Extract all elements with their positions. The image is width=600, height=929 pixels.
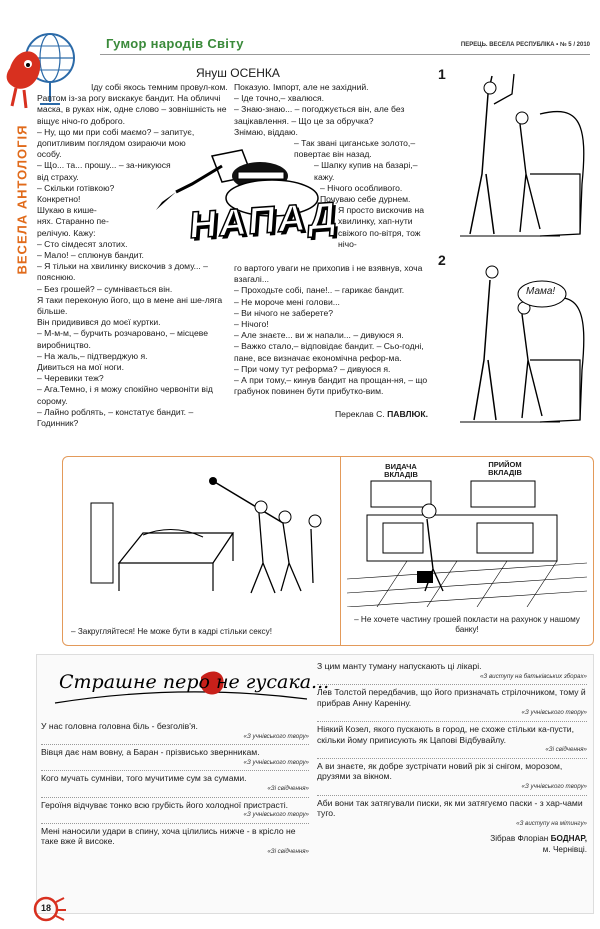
quote-text: Героїня відчуває тонко всю грубість його холодної пристрасті. (41, 799, 289, 810)
paragraph: Іду собі якось темним провул-ком. Раптом із-за рогу вискакує бандит. На обличчі маска, в руках ніж, одне слово – зовнішність не віщує нічо-го доброго. (37, 82, 228, 126)
paragraph: – А при тому,– кинув бандит на прощан-ня, – що грабунок повинен бути прибутко-вим. (234, 375, 428, 397)
title-art: НАПАД (188, 194, 340, 248)
paragraph: – Ну, що ми при собі маємо? – запитує, допитливим поглядом озираючи мою особу. (37, 126, 195, 160)
separator (41, 823, 309, 824)
quote-text: Вівця дає нам вовну, а Баран - прізвисько звернникам. (41, 747, 260, 758)
page-number-badge (32, 896, 66, 922)
paragraph: – Ви нічого не заберете? (234, 307, 334, 318)
quote-text: З цим манту туману напускають ці лікарі. (317, 661, 482, 671)
translator-name: ПАВЛЮК. (387, 409, 428, 420)
quote-item (317, 661, 587, 682)
paragraph: – Що... та... прошу... – за-никуюся від страху. (37, 160, 171, 182)
panel-number: 1 (438, 66, 446, 82)
comic-strip (430, 64, 590, 452)
paragraph: – Скільки готівкою? Конкретно! (37, 182, 115, 205)
paragraph: – Без грошей? – сумнівається він. (37, 283, 173, 294)
paragraph: – Нічого! (234, 319, 269, 330)
translation-credit (234, 409, 428, 420)
paragraph: – Я тільки на хвилинку вискочив з дому... – пояснюю. (37, 261, 208, 283)
paragraph: – Шапку купив на базарі,– кажу. (314, 160, 418, 182)
quote-text: Мені наносили удари в спину, хоча цілились нижче - в крісло не таке вже й високе. (41, 825, 296, 847)
quote-source: «З учнівського твору» (243, 758, 309, 766)
left-cartoon-caption: – Закругляйтеся! Не може бути в кадрі стільки сексу! (71, 627, 272, 636)
credit-prefix: Зібрав Флоріан (490, 834, 549, 844)
side-title: ВЕСЕЛА АНТОЛОГІЯ (14, 124, 30, 275)
credit-name: БОДНАР, (550, 834, 587, 844)
paragraph: – Ага.Темно, і я можу спокійно червоніти від сорому. (37, 384, 213, 406)
cartoon-strip (62, 456, 594, 646)
quote-item (317, 798, 587, 830)
right-cartoon-caption: – Не хочете частину грошей покласти на рахунок у нашому банку! (354, 615, 580, 634)
paragraph: – Нічого особливого. Почуваю себе дурнем. (320, 182, 411, 205)
quotes-heading (51, 665, 330, 709)
page-number: 18 (40, 903, 51, 913)
separator (41, 797, 309, 798)
paragraph: – Іде точно,– хвалюся. (234, 93, 325, 104)
paragraph: Знімаю, віддаю. (234, 126, 298, 137)
separator (317, 795, 587, 796)
quote-source: «Зі свідчення» (545, 746, 587, 754)
separator (317, 758, 587, 759)
paragraph: го вартого уваги не прихопив і не взявнув, хоча взагалі... (234, 263, 423, 285)
story-column-2-top (234, 82, 428, 250)
paragraph: – Мало! – сплюнув бандит. (37, 250, 144, 261)
paragraph: Шукаю в кише-нях. Старанно пе-релічую. Кажу: (37, 205, 109, 238)
quote-text: Лев Толстой передбачив, що його призначать стрілочником, тому й прибрав Анну Кареніну. (317, 687, 586, 708)
quote-source: «З учнівського твору» (521, 709, 587, 717)
panel-number: 2 (438, 252, 446, 268)
quote-text: У нас головна головна біль - безголів'я. (41, 721, 198, 731)
quote-source: «З учнівського твору» (243, 811, 309, 819)
header (0, 0, 600, 60)
quote-text: Аби вони так затягували писки, як ми затягуємо паски - з хар-чами туго. (317, 797, 583, 819)
quote-item (41, 773, 309, 794)
quote-item (317, 687, 587, 719)
paragraph: – Сто сімдесят злотих. (37, 238, 128, 249)
issue-info: ПЕРЕЦЬ. ВЕСЕЛА РЕСПУБЛІКА • № 5 / 2010 (460, 42, 590, 48)
paragraph: – Не мороче мені голови... (234, 296, 340, 307)
paragraph: – Черевики теж? (37, 373, 104, 384)
separator (317, 721, 587, 722)
quotes-left-column (41, 721, 309, 858)
paragraph: – Важко стало,– відповідає бандит. – Сьо-годні, пане, все визначає економічна рефор-ма. (234, 341, 424, 363)
sign-withdrawal: ВИДАЧА ВКЛАДІВ (384, 462, 418, 479)
quote-item (317, 724, 587, 756)
story-author: Януш ОСЕНКА (196, 66, 280, 80)
section-title: Гумор народів Світу (106, 36, 244, 51)
paragraph: – При чому тут реформа? – дивуюся я. (234, 363, 391, 374)
quote-text: А ви знаєте, як добре зустрічати новий рік зі снігом, морозом, друзями за вікном. (317, 760, 563, 782)
quote-text: Ніякий Козел, якого пускають в город, не схоже стільки ка-пусти, скільки йому приписують як Цапові Відбувайлу. (317, 723, 574, 745)
separator (317, 684, 587, 685)
paragraph: – Але знаєте... ви ж напали... – дивуюся я. (234, 330, 404, 341)
quote-source: «З учнівського твору» (243, 732, 309, 740)
paragraph: Я таки переконую його, що в мене ані ше-ляга більше. (37, 294, 223, 317)
bank-cartoon (347, 459, 587, 607)
translation-prefix: Переклав С. (334, 409, 385, 420)
paragraph: – На жаль,– підтверджую я. (37, 350, 148, 361)
quote-source: «Зі свідчення» (267, 784, 309, 792)
speech-bubble-text: Мама! (526, 286, 556, 297)
paragraph: – М-м-м, – бурчить розчаровано, – місцеве виробництво. (37, 328, 209, 350)
divider (340, 457, 341, 645)
quotes-credit (317, 834, 587, 845)
quote-source: «З виступу на батьківських зборах» (479, 672, 587, 680)
quote-text: Кого мучать сумніви, того мучитиме сум за сумами. (41, 773, 247, 784)
quote-item (41, 721, 309, 742)
paragraph: – Знаю-знаю... – погоджується він, але без зацікавлення. – Що це за обручка? (234, 104, 405, 126)
paragraph: – Лайно роблять, – констатує бандит. – Годинник? (37, 406, 194, 429)
quote-item (317, 761, 587, 793)
quote-source: «З учнівського твору» (521, 782, 587, 790)
header-rule (100, 54, 590, 55)
quotes-section (36, 654, 594, 914)
paragraph: Я просто вискочив на хвилинку, хап-нути свіжого по-вітря, тож нічо- (338, 205, 424, 249)
sign-deposit: ПРИЙОМ ВКЛАДІВ (488, 460, 522, 477)
separator (41, 770, 309, 771)
paragraph: Показую. Імпорт, але не західний. (234, 82, 369, 92)
story-column-2-bottom (234, 263, 428, 421)
quote-item (41, 800, 309, 821)
separator (41, 744, 309, 745)
quote-item (41, 747, 309, 768)
quote-source: «Зі свідчення» (267, 847, 309, 855)
quote-item (41, 826, 309, 858)
film-set-cartoon (83, 463, 333, 613)
paragraph: Дивиться на мої ноги. (37, 362, 124, 373)
quotes-right-column (317, 661, 587, 856)
paragraph: Він придивився до моєї куртки. (37, 317, 161, 328)
paragraph: – Так звані циганське золото,– повертає він назад. (294, 138, 416, 160)
credit-city: м. Чернівці. (542, 844, 587, 854)
heading-text: Страшне перо не гусака... (59, 671, 330, 693)
quote-source: «З виступу на мітингу» (516, 819, 587, 827)
paragraph: – Проходьте собі, пане!.. – гарикає бандит. (234, 285, 405, 296)
